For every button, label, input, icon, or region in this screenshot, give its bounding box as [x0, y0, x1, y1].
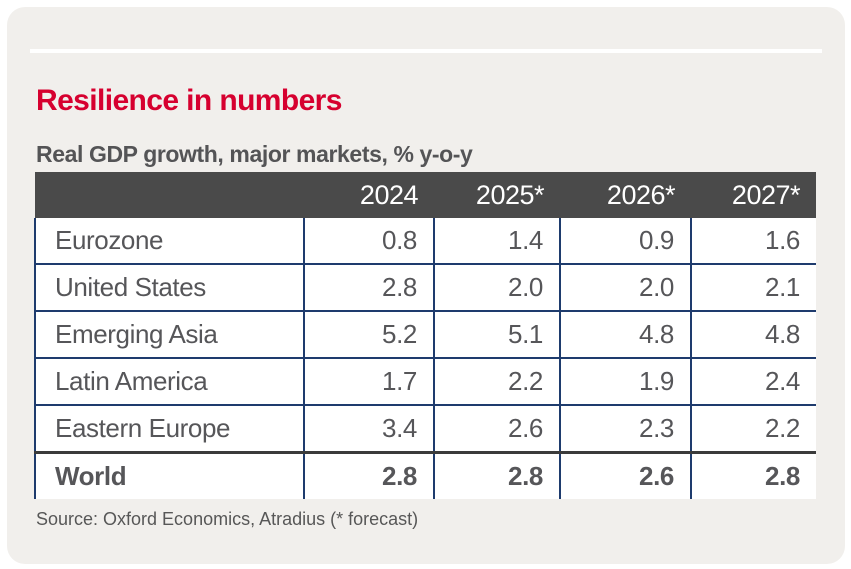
table-row	[35, 358, 816, 405]
row-label: Eurozone	[35, 218, 304, 264]
value-cell: 2.2	[691, 405, 816, 453]
header-cell-year: 2026*	[560, 172, 691, 218]
value-cell: 5.1	[434, 311, 560, 358]
gdp-growth-table	[34, 172, 816, 499]
value-cell: 2.8	[691, 453, 816, 500]
table-row	[35, 453, 816, 500]
value-cell: 2.4	[691, 358, 816, 405]
top-divider-rule	[30, 49, 822, 53]
value-cell: 0.8	[304, 218, 434, 264]
table-row	[35, 311, 816, 358]
row-label: Latin America	[35, 358, 304, 405]
value-cell: 2.3	[560, 405, 691, 453]
page-title: Resilience in numbers	[36, 84, 342, 117]
value-cell: 1.6	[691, 218, 816, 264]
row-label: Emerging Asia	[35, 311, 304, 358]
value-cell: 1.7	[304, 358, 434, 405]
value-cell: 2.2	[434, 358, 560, 405]
value-cell: 2.0	[434, 264, 560, 311]
value-cell: 3.4	[304, 405, 434, 453]
table-subtitle: Real GDP growth, major markets, % y-o-y	[36, 141, 473, 167]
value-cell: 4.8	[560, 311, 691, 358]
table-row	[35, 218, 816, 264]
table-header-row	[35, 172, 816, 218]
value-cell: 2.1	[691, 264, 816, 311]
value-cell: 2.6	[434, 405, 560, 453]
value-cell: 2.8	[434, 453, 560, 500]
value-cell: 4.8	[691, 311, 816, 358]
value-cell: 2.0	[560, 264, 691, 311]
header-cell-year: 2024	[304, 172, 434, 218]
header-cell-year: 2025*	[434, 172, 560, 218]
value-cell: 2.8	[304, 264, 434, 311]
source-note: Source: Oxford Economics, Atradius (* forecast)	[36, 509, 419, 529]
row-label: United States	[35, 264, 304, 311]
value-cell: 0.9	[560, 218, 691, 264]
value-cell: 1.4	[434, 218, 560, 264]
value-cell: 2.6	[560, 453, 691, 500]
value-cell: 1.9	[560, 358, 691, 405]
row-label: Eastern Europe	[35, 405, 304, 453]
value-cell: 5.2	[304, 311, 434, 358]
table-row	[35, 405, 816, 453]
table-row	[35, 264, 816, 311]
value-cell: 2.8	[304, 453, 434, 500]
row-label: World	[35, 453, 304, 500]
header-cell-year: 2027*	[691, 172, 816, 218]
header-cell-label	[35, 172, 304, 218]
